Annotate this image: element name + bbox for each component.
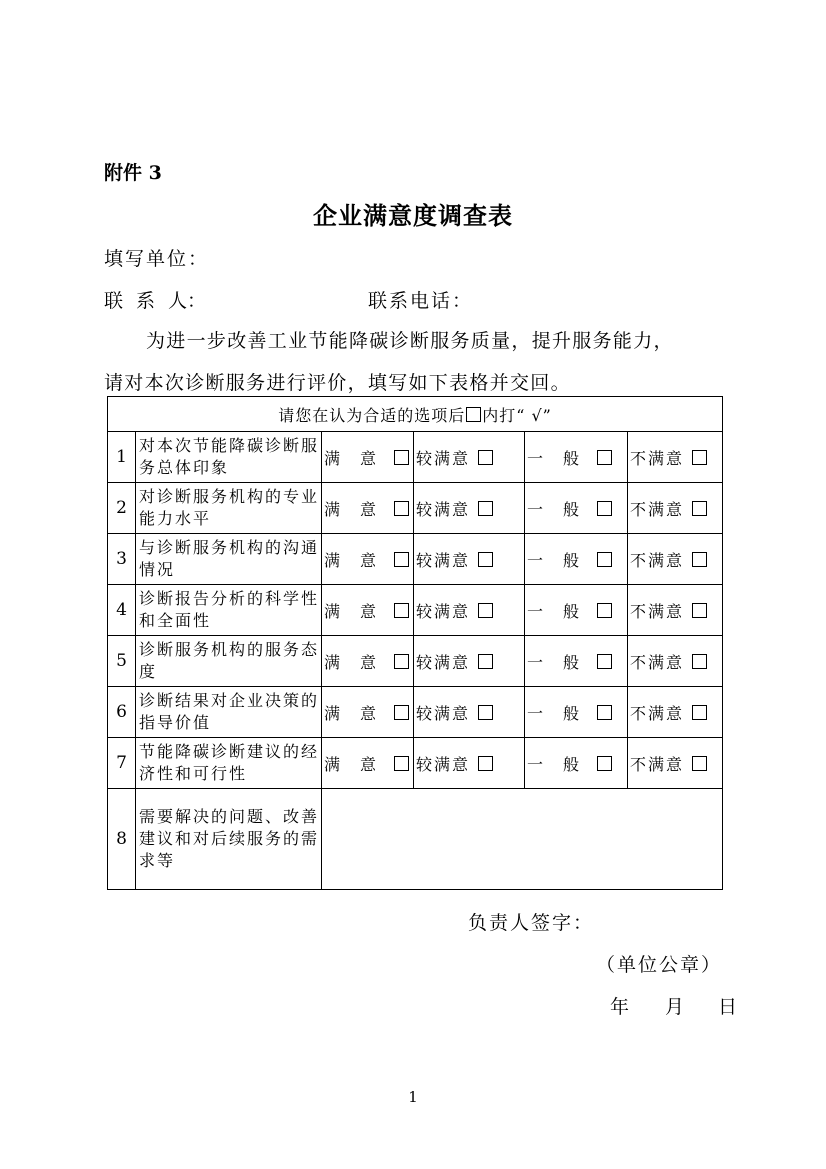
checkbox-fairly-satisfied[interactable] bbox=[478, 756, 493, 771]
intro-line-1: 为进一步改善工业节能降碳诊断服务质量，提升服务能力， bbox=[146, 330, 674, 352]
table-instruction bbox=[108, 397, 723, 432]
table-row bbox=[108, 483, 723, 534]
row-number: 4 bbox=[108, 585, 136, 636]
checkbox-fairly-satisfied[interactable] bbox=[478, 450, 493, 465]
option-char: 满 bbox=[324, 652, 341, 672]
date-day-char: 日 bbox=[718, 996, 738, 1018]
option-label: 较满意 bbox=[416, 448, 471, 468]
phone-field-label: 联系电话： bbox=[368, 290, 474, 312]
checkbox-fairly-satisfied[interactable] bbox=[478, 603, 493, 618]
option-char: 意 bbox=[360, 652, 377, 672]
date-year-char: 年 bbox=[610, 996, 630, 1018]
option-char: 一 bbox=[527, 652, 544, 672]
seal-label: （单位公章） bbox=[596, 954, 723, 976]
option-char: 意 bbox=[360, 754, 377, 774]
option-char: 满 bbox=[324, 754, 341, 774]
option-label: 较满意 bbox=[416, 703, 471, 723]
table-row bbox=[108, 789, 723, 890]
option-char: 般 bbox=[563, 703, 580, 723]
checkbox-average[interactable] bbox=[597, 552, 612, 567]
page-title: 企业满意度调查表 bbox=[313, 201, 513, 230]
option-char: 意 bbox=[360, 703, 377, 723]
row-item: 诊断报告分析的科学性和全面性 bbox=[136, 585, 322, 636]
option-label: 不满意 bbox=[630, 703, 685, 723]
option-fairly-satisfied[interactable] bbox=[414, 483, 525, 534]
option-char: 一 bbox=[527, 550, 544, 570]
contact-person-field-label bbox=[104, 286, 206, 313]
unit-field-label: 填写单位： bbox=[104, 248, 210, 270]
row-number: 1 bbox=[108, 432, 136, 483]
option-average[interactable] bbox=[525, 432, 628, 483]
option-satisfied[interactable] bbox=[322, 483, 414, 534]
option-unsatisfied[interactable] bbox=[628, 636, 723, 687]
contact-char: 联 bbox=[104, 290, 124, 312]
option-char: 满 bbox=[324, 703, 341, 723]
option-fairly-satisfied[interactable] bbox=[414, 687, 525, 738]
option-label: 不满意 bbox=[630, 499, 685, 519]
option-char: 般 bbox=[563, 550, 580, 570]
table-row bbox=[108, 687, 723, 738]
checkbox-fairly-satisfied[interactable] bbox=[478, 654, 493, 669]
option-unsatisfied[interactable] bbox=[628, 687, 723, 738]
option-satisfied[interactable] bbox=[322, 687, 414, 738]
row-number: 5 bbox=[108, 636, 136, 687]
checkbox-satisfied[interactable] bbox=[394, 654, 409, 669]
row-number: 3 bbox=[108, 534, 136, 585]
option-fairly-satisfied[interactable] bbox=[414, 636, 525, 687]
option-char: 意 bbox=[360, 448, 377, 468]
option-average[interactable] bbox=[525, 483, 628, 534]
instruction-text-after: 内打“ √” bbox=[482, 405, 552, 425]
attachment-label: 附件 3 bbox=[104, 162, 162, 184]
signer-label: 负责人签字： bbox=[468, 912, 595, 934]
row-number: 8 bbox=[108, 789, 136, 890]
row-number: 2 bbox=[108, 483, 136, 534]
option-fairly-satisfied[interactable] bbox=[414, 585, 525, 636]
option-char: 般 bbox=[563, 499, 580, 519]
option-average[interactable] bbox=[525, 687, 628, 738]
option-label: 不满意 bbox=[630, 754, 685, 774]
checkbox-unsatisfied[interactable] bbox=[692, 552, 707, 567]
checkbox-unsatisfied[interactable] bbox=[692, 756, 707, 771]
option-average[interactable] bbox=[525, 738, 628, 789]
option-char: 意 bbox=[360, 550, 377, 570]
option-char: 满 bbox=[324, 550, 341, 570]
instruction-text-before: 请您在认为合适的选项后 bbox=[278, 405, 466, 425]
checkbox-unsatisfied[interactable] bbox=[692, 603, 707, 618]
table-row bbox=[108, 585, 723, 636]
row-item: 对诊断服务机构的专业能力水平 bbox=[136, 483, 322, 534]
option-satisfied[interactable] bbox=[322, 432, 414, 483]
table-row bbox=[108, 432, 723, 483]
option-char: 般 bbox=[563, 754, 580, 774]
option-char: 一 bbox=[527, 703, 544, 723]
option-label: 较满意 bbox=[416, 550, 471, 570]
checkbox-satisfied[interactable] bbox=[394, 705, 409, 720]
checkbox-average[interactable] bbox=[597, 501, 612, 516]
option-char: 一 bbox=[527, 448, 544, 468]
row-item: 诊断服务机构的服务态度 bbox=[136, 636, 322, 687]
option-label: 不满意 bbox=[630, 448, 685, 468]
option-char: 满 bbox=[324, 448, 341, 468]
option-satisfied[interactable] bbox=[322, 534, 414, 585]
option-unsatisfied[interactable] bbox=[628, 432, 723, 483]
option-unsatisfied[interactable] bbox=[628, 738, 723, 789]
row-item: 对本次节能降碳诊断服务总体印象 bbox=[136, 432, 322, 483]
option-label: 不满意 bbox=[630, 652, 685, 672]
option-char: 意 bbox=[360, 601, 377, 621]
table-row bbox=[108, 738, 723, 789]
survey-table bbox=[107, 396, 723, 890]
option-fairly-satisfied[interactable] bbox=[414, 738, 525, 789]
checkbox-average[interactable] bbox=[597, 705, 612, 720]
option-average[interactable] bbox=[525, 585, 628, 636]
checkbox-fairly-satisfied[interactable] bbox=[478, 705, 493, 720]
option-unsatisfied[interactable] bbox=[628, 534, 723, 585]
checkbox-unsatisfied[interactable] bbox=[692, 654, 707, 669]
checkbox-average[interactable] bbox=[597, 603, 612, 618]
option-char: 意 bbox=[360, 499, 377, 519]
option-label: 不满意 bbox=[630, 601, 685, 621]
date-month-char: 月 bbox=[665, 996, 685, 1018]
row-item: 节能降碳诊断建议的经济性和可行性 bbox=[136, 738, 322, 789]
option-label: 较满意 bbox=[416, 754, 471, 774]
option-unsatisfied[interactable] bbox=[628, 483, 723, 534]
row-item: 诊断结果对企业决策的指导价值 bbox=[136, 687, 322, 738]
checkbox-average[interactable] bbox=[597, 654, 612, 669]
row-item: 与诊断服务机构的沟通情况 bbox=[136, 534, 322, 585]
row-number: 7 bbox=[108, 738, 136, 789]
checkbox-unsatisfied[interactable] bbox=[692, 501, 707, 516]
option-satisfied[interactable] bbox=[322, 585, 414, 636]
option-average[interactable] bbox=[525, 534, 628, 585]
row-item: 需要解决的问题、改善建议和对后续服务的需求等 bbox=[136, 789, 322, 890]
page-number: 1 bbox=[408, 1088, 418, 1106]
checkbox-unsatisfied[interactable] bbox=[692, 705, 707, 720]
option-char: 一 bbox=[527, 601, 544, 621]
option-label: 较满意 bbox=[416, 499, 471, 519]
checkbox-satisfied[interactable] bbox=[394, 450, 409, 465]
table-row bbox=[108, 534, 723, 585]
option-unsatisfied[interactable] bbox=[628, 585, 723, 636]
contact-char: 系 bbox=[136, 290, 156, 312]
option-char: 般 bbox=[563, 448, 580, 468]
row-number: 6 bbox=[108, 687, 136, 738]
intro-line-2: 请对本次诊断服务进行评价，填写如下表格并交回。 bbox=[104, 372, 571, 394]
option-label: 不满意 bbox=[630, 550, 685, 570]
option-label: 较满意 bbox=[416, 601, 471, 621]
option-fairly-satisfied[interactable] bbox=[414, 432, 525, 483]
checkbox-satisfied[interactable] bbox=[394, 552, 409, 567]
option-char: 满 bbox=[324, 601, 341, 621]
contact-char: 人： bbox=[168, 290, 207, 312]
option-fairly-satisfied[interactable] bbox=[414, 534, 525, 585]
checkbox-fairly-satisfied[interactable] bbox=[478, 552, 493, 567]
checkbox-unsatisfied[interactable] bbox=[692, 450, 707, 465]
checkbox-satisfied[interactable] bbox=[394, 501, 409, 516]
option-char: 般 bbox=[563, 652, 580, 672]
checkbox-average[interactable] bbox=[597, 756, 612, 771]
checkbox-fairly-satisfied[interactable] bbox=[478, 501, 493, 516]
option-satisfied[interactable] bbox=[322, 636, 414, 687]
checkbox-satisfied[interactable] bbox=[394, 603, 409, 618]
checkbox-icon bbox=[466, 407, 481, 422]
checkbox-satisfied[interactable] bbox=[394, 756, 409, 771]
option-char: 满 bbox=[324, 499, 341, 519]
table-row bbox=[108, 636, 723, 687]
checkbox-average[interactable] bbox=[597, 450, 612, 465]
option-char: 一 bbox=[527, 499, 544, 519]
date-label bbox=[610, 992, 737, 1019]
suggestion-input[interactable] bbox=[322, 789, 723, 890]
option-char: 般 bbox=[563, 601, 580, 621]
option-char: 一 bbox=[527, 754, 544, 774]
option-satisfied[interactable] bbox=[322, 738, 414, 789]
option-label: 较满意 bbox=[416, 652, 471, 672]
option-average[interactable] bbox=[525, 636, 628, 687]
